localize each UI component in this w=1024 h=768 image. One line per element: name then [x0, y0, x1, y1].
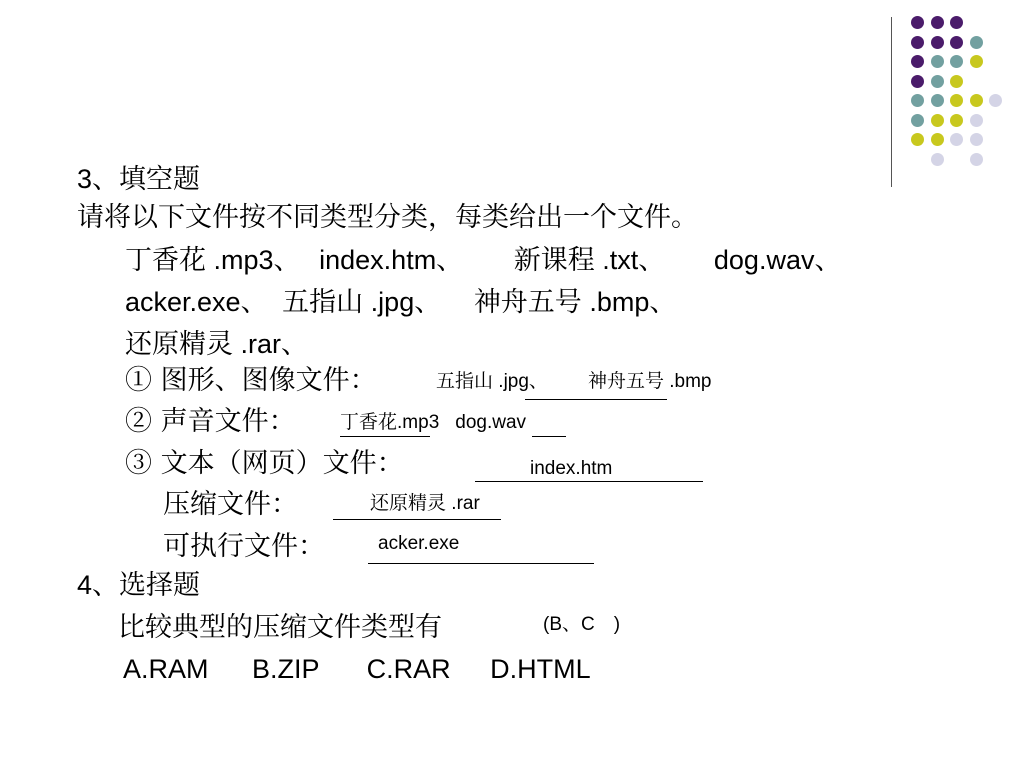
option-b: B.ZIP: [252, 654, 320, 684]
decorative-dot: [950, 16, 963, 29]
q3-instruction: 请将以下文件按不同类型分类，每类给出一个文件。: [77, 202, 698, 233]
decorative-dot: [950, 55, 963, 68]
file-list-line-2: [125, 286, 676, 319]
file-index-htm: index.htm、: [319, 245, 464, 275]
option-a: A.RAM: [123, 654, 209, 684]
decorative-dot: [911, 94, 924, 107]
decorative-dot: [911, 133, 924, 146]
file-acker-exe: acker.exe、: [125, 287, 268, 317]
item-text-label: ③ 文本（网页）文件：: [125, 448, 404, 479]
blank-sound-1: [340, 436, 430, 437]
blank-zip: [333, 519, 501, 520]
file-list-line-3: [125, 328, 308, 361]
file-huanyuanjingling: 还原精灵 .rar、: [125, 329, 309, 360]
answer-exe: acker.exe: [378, 533, 460, 554]
q4-heading: 4、选择题: [77, 570, 201, 601]
file-dingxianghua: 丁香花 .mp3、: [125, 245, 301, 276]
item-exe-label: 可执行文件：: [163, 531, 325, 562]
q4-answer: (B、C ): [543, 614, 621, 635]
decorative-dot: [950, 114, 963, 127]
file-dog-wav: dog.wav、: [713, 245, 842, 275]
answer-zip: 还原精灵 .rar: [370, 492, 480, 514]
decorative-dot: [931, 16, 944, 29]
decorative-dot: [911, 114, 924, 127]
decorative-vertical-line: [891, 17, 892, 187]
decorative-dot: [931, 94, 944, 107]
decorative-dot: [931, 114, 944, 127]
answer-sound: 丁香花.mp3 dog.wav: [340, 411, 527, 433]
item-sound-label: ② 声音文件：: [125, 406, 296, 437]
decorative-dot: [970, 94, 983, 107]
file-wuzhishan: 五指山 .jpg、: [282, 287, 442, 318]
decorative-dot: [911, 16, 924, 29]
blank-exe: [368, 563, 594, 564]
answer-text: index.htm: [530, 458, 613, 479]
blank-sound-2: [532, 436, 566, 437]
blank-text: [475, 481, 703, 482]
decorative-dot: [931, 55, 944, 68]
q4-options: [123, 653, 591, 685]
blank-image: [525, 399, 667, 400]
decorative-dot: [970, 114, 983, 127]
decorative-dot: [911, 55, 924, 68]
decorative-dot: [911, 36, 924, 49]
q4-question: 比较典型的压缩文件类型有: [118, 612, 442, 643]
decorative-dot: [970, 153, 983, 166]
decorative-dot: [931, 133, 944, 146]
decorative-dot: [950, 36, 963, 49]
decorative-dot: [931, 36, 944, 49]
decorative-dot: [950, 94, 963, 107]
option-d: D.HTML: [490, 654, 591, 684]
file-list-line-1: [125, 244, 841, 277]
decorative-dot: [970, 55, 983, 68]
item-image-label: ① 图形、图像文件：: [125, 365, 377, 396]
decorative-dot: [931, 153, 944, 166]
decorative-dot: [931, 75, 944, 88]
decorative-dot: [950, 75, 963, 88]
item-zip-label: 压缩文件：: [163, 489, 298, 520]
decorative-dot: [950, 133, 963, 146]
decorative-dot: [989, 94, 1002, 107]
decorative-dot: [970, 133, 983, 146]
decorative-dot: [911, 75, 924, 88]
decorative-dot: [970, 36, 983, 49]
q3-heading: 3、填空题: [77, 164, 201, 195]
file-xinkecheng: 新课程 .txt、: [513, 245, 666, 276]
answer-image: 五指山 .jpg、 神舟五号 .bmp: [436, 370, 712, 392]
option-c: C.RAR: [366, 654, 451, 684]
file-shenzhouwuhao: 神舟五号 .bmp、: [473, 287, 677, 318]
